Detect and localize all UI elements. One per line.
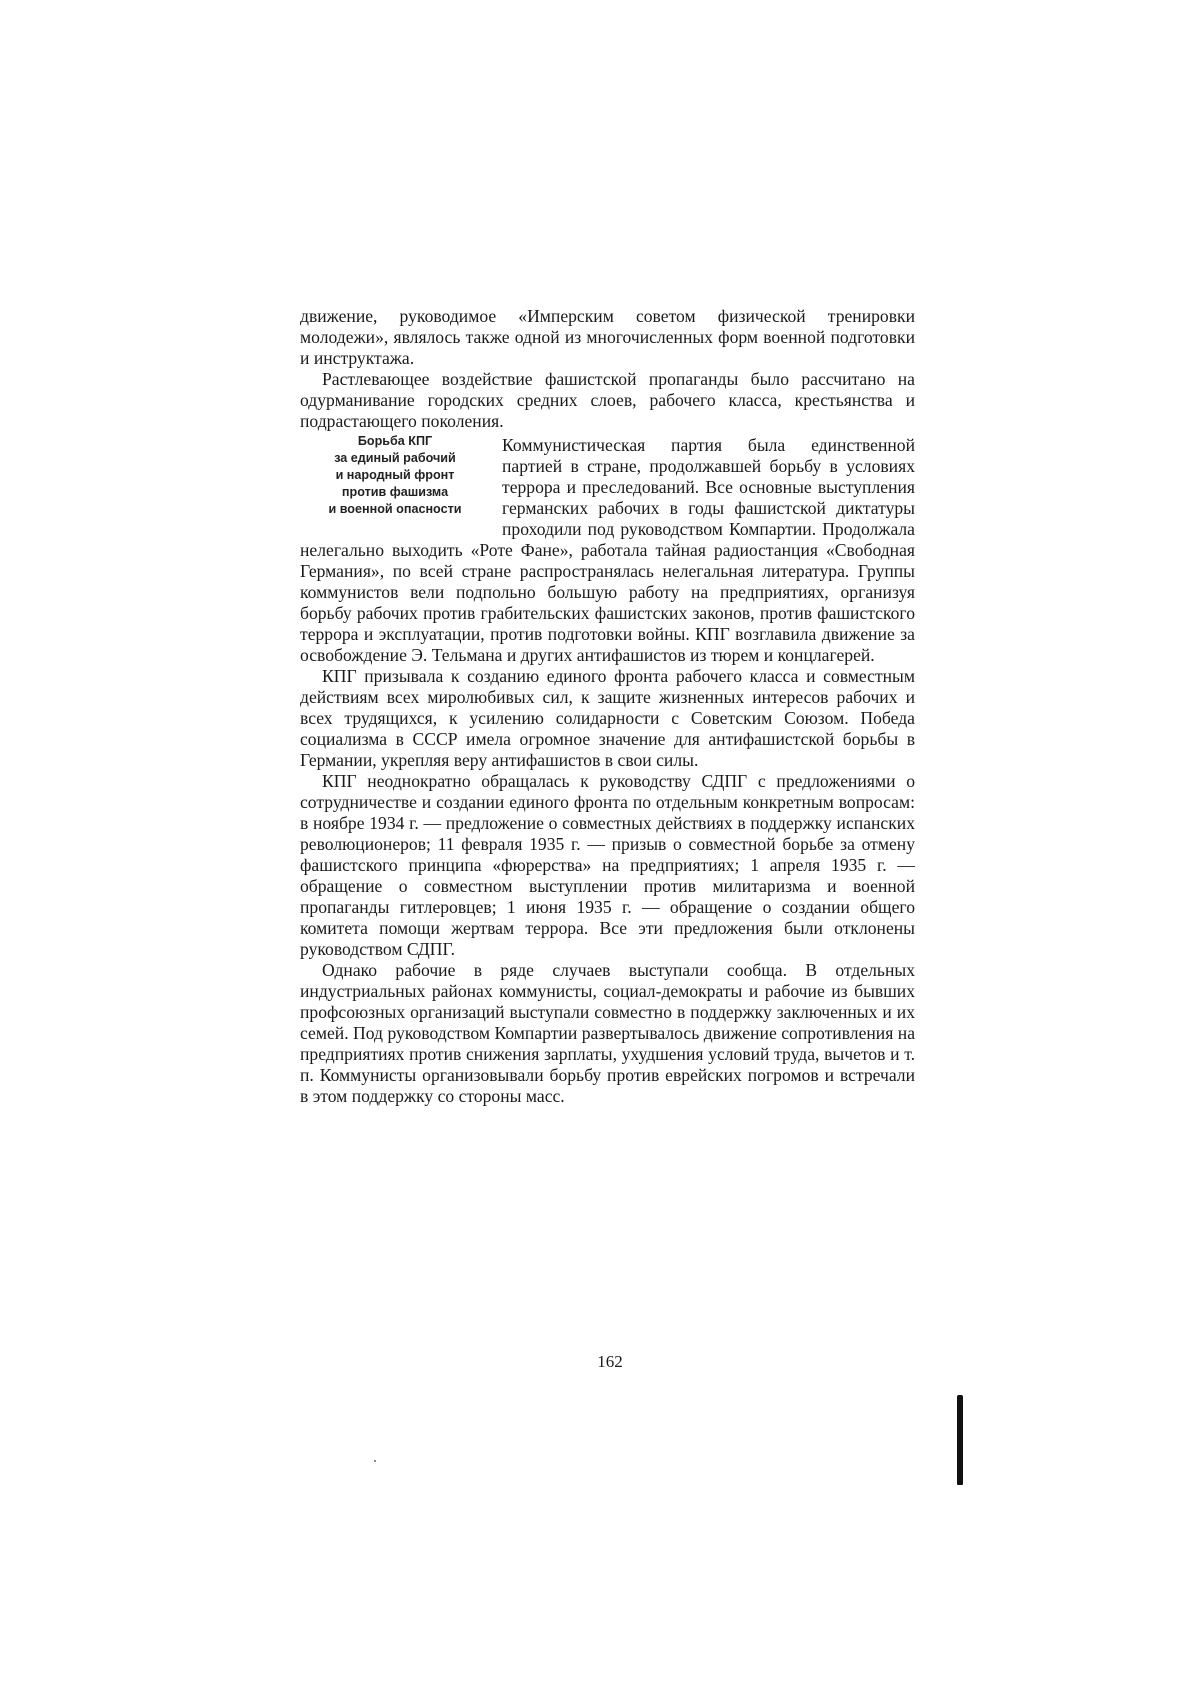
paragraph: Растлевающее воздействие фашистской пропаганды было рассчитано на одурманивание городских средних слоев, рабочего класса, крестьянства и подрастающего поколения. — [300, 369, 915, 431]
side-heading-line: против фашизма — [341, 485, 449, 499]
side-heading-line: и военной опасности — [328, 502, 462, 516]
side-heading — [300, 433, 490, 518]
paragraph: КПГ призывала к созданию единого фронта рабочего класса и совместным действиям всех миролюбивых сил, к защите жизненных интересов рабочих и всех трудящихся, к усилению солидарности с Советским Союзом. Победа социализма в СССР имела огромное значение для антифашистской борьбы в Германии, укрепляя веру антифашистов в свои силы. — [300, 666, 915, 770]
paragraph: Однако рабочие в ряде случаев выступали сообща. В отдельных индустриальных районах коммунисты, социал-демократы и рабочие из бывших профсоюзных организаций выступали совместно в поддержку заключенных и их семей. Под руководством Компартии развертывалось движение сопротивления на предприятиях против снижения зарплаты, ухудшения условий труда, вычетов и т. п. Коммунисты организовывали борьбу против еврейских погромов и встречали в этом поддержку со стороны масс. — [300, 960, 915, 1106]
paragraph: КПГ неоднократно обращалась к руководству СДПГ с предложениями о сотрудничестве и создании единого фронта по отдельным конкретным вопросам: в ноябре 1934 г. — предложение о совместных действиях в поддержку испанских революционеров; 11 февраля 1935 г. — призыв о совместной борьбе за отмену фашистского принципа «фюрерства» на предприятиях; 1 апреля 1935 г. — обращение о совместном выступлении против милитаризма и военной пропаганды гитлеровцев; 1 июня 1935 г. — обращение о создании общего комитета помощи жертвам террора. Все эти предложения были отклонены руководством СДПГ. — [300, 771, 915, 959]
page-text-block — [300, 306, 915, 1107]
scan-edge-mark — [957, 1395, 963, 1485]
paragraph: Коммунистическая партия была единственной партией в стране, продолжавшей борьбу в условиях террора и преследований. Все основные выступления германских рабочих в годы фашистской диктатуры проходили под руководством Компартии. Продолжала нелегально выходить «Роте Фане», работала тайная радиостанция «Свободная Германия», по всей стране распространялась нелегальная литература. Группы коммунистов вели подпольно большую работу на предприятиях, организуя борьбу рабочих против грабительских фашистских законов, против фашистского террора и эксплуатации, против подготовки войны. КПГ возглавила движение за освобождение Э. Тельмана и других антифашистов из тюрем и концлагерей. — [300, 435, 915, 665]
page-number: 162 — [597, 1352, 623, 1371]
scan-speck — [374, 1460, 376, 1462]
side-heading-line: и народный фронт — [335, 468, 455, 482]
paragraph: движение, руководимое «Имперским советом физической тренировки молодежи», являлось также одной из многочисленных форм военной подготовки и инструктажа. — [300, 306, 915, 368]
side-heading-line: за единый рабочий — [334, 451, 456, 465]
side-heading-line: Борьба КПГ — [357, 434, 433, 448]
